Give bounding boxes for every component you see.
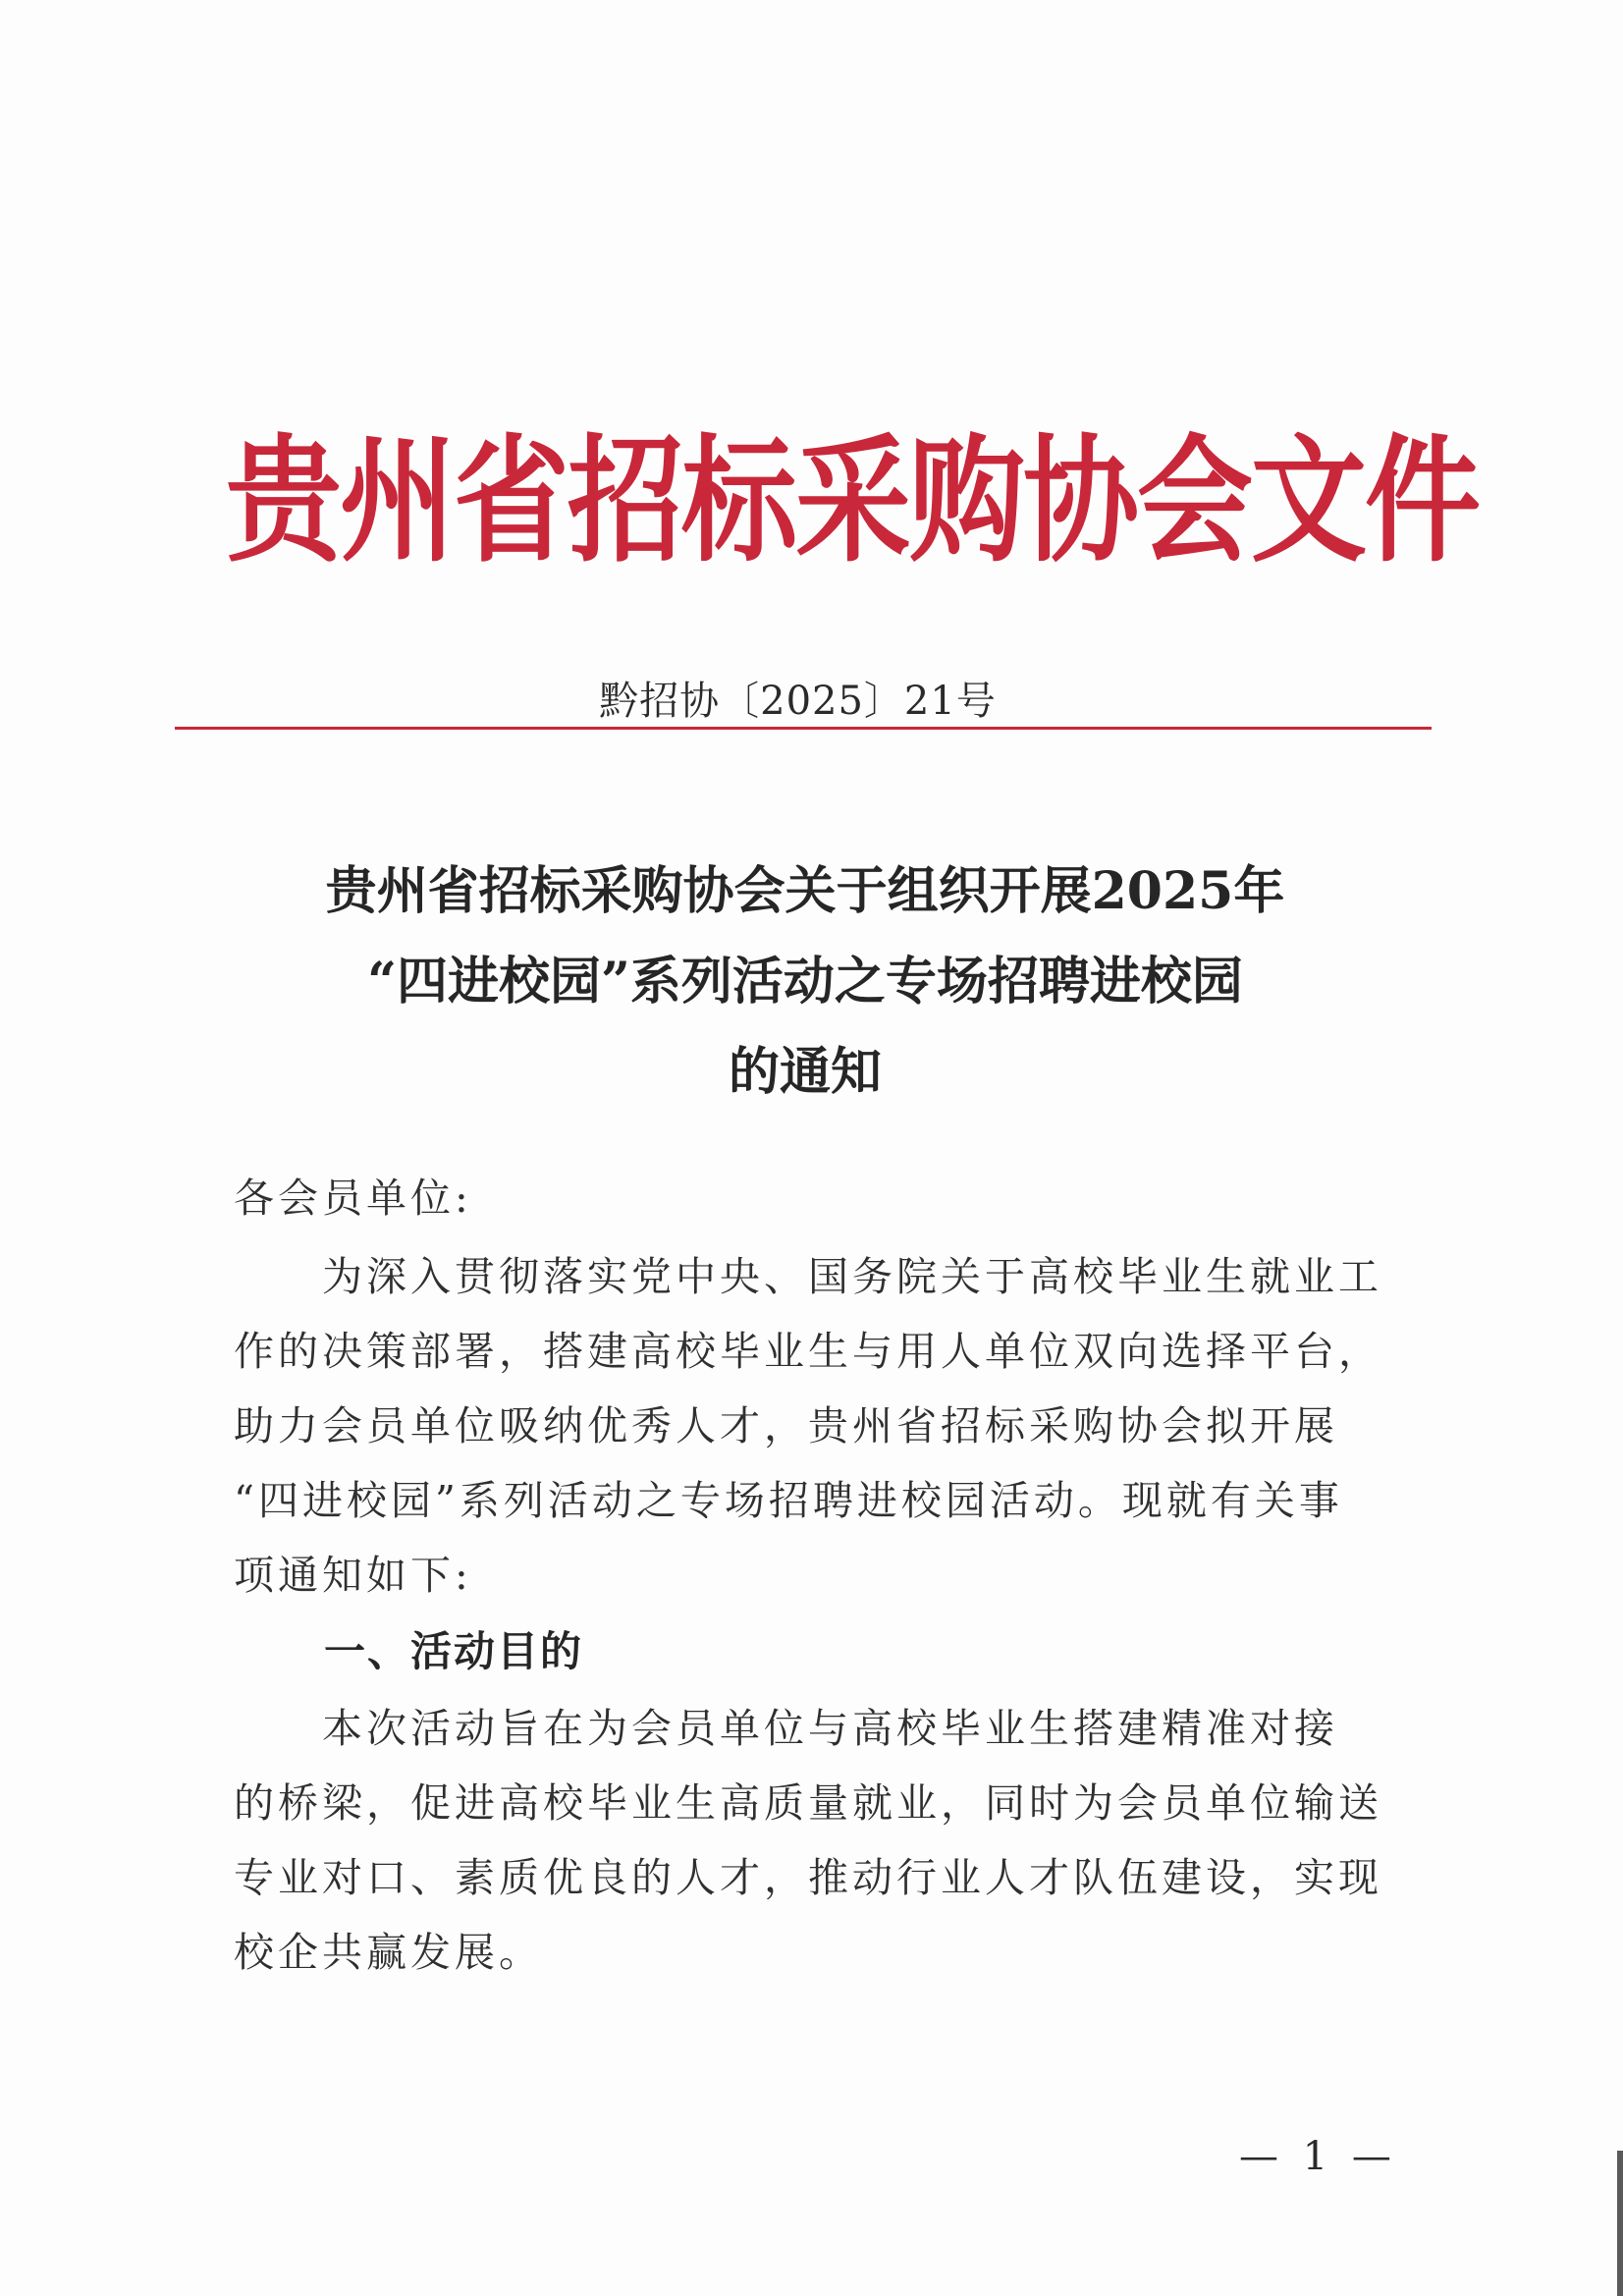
paragraph-line: 为深入贯彻落实党中央、国务院关于高校毕业生就业工: [322, 1253, 1382, 1300]
paragraph-line: 作的决策部署，搭建高校毕业生与用人单位双向选择平台，: [234, 1328, 1382, 1375]
document-number: 黔招协〔2025〕21号: [599, 679, 997, 724]
scan-edge-mark: [1617, 2151, 1623, 2296]
paragraph-intro: [234, 1239, 1384, 1613]
notice-title-line-1: 贵州省招标采购协会关于组织开展2025年: [325, 861, 1285, 921]
paragraph-line: 专业对口、素质优良的人才，推动行业人才队伍建设，实现: [234, 1854, 1382, 1901]
paragraph-line: 本次活动旨在为会员单位与高校毕业生搭建精准对接: [322, 1705, 1338, 1752]
paragraph-line: 助力会员单位吸纳优秀人才，贵州省招标采购协会拟开展: [234, 1402, 1338, 1449]
notice-title-line-2: “四进校园”系列活动之专场招聘进校园: [367, 952, 1243, 1011]
masthead-title: 贵州省招标采购协会文件: [226, 420, 1480, 581]
paragraph-line: “四进校园”系列活动之专场招聘进校园活动。现就有关事: [234, 1477, 1343, 1524]
notice-title: [196, 847, 1414, 1118]
paragraph-purpose: [234, 1691, 1384, 1990]
paragraph-line: 校企共赢发展。: [234, 1929, 543, 1976]
notice-title-line-3: 的通知: [728, 1042, 882, 1102]
salutation: 各会员单位:: [234, 1175, 472, 1222]
page-number: — 1 —: [1239, 2134, 1397, 2179]
paragraph-line: 项通知如下:: [234, 1552, 472, 1599]
section-heading-purpose: 一、活动目的: [324, 1627, 584, 1675]
paragraph-line: 的桥梁，促进高校毕业生高质量就业，同时为会员单位输送: [234, 1779, 1382, 1827]
red-separator-line: [175, 727, 1432, 730]
